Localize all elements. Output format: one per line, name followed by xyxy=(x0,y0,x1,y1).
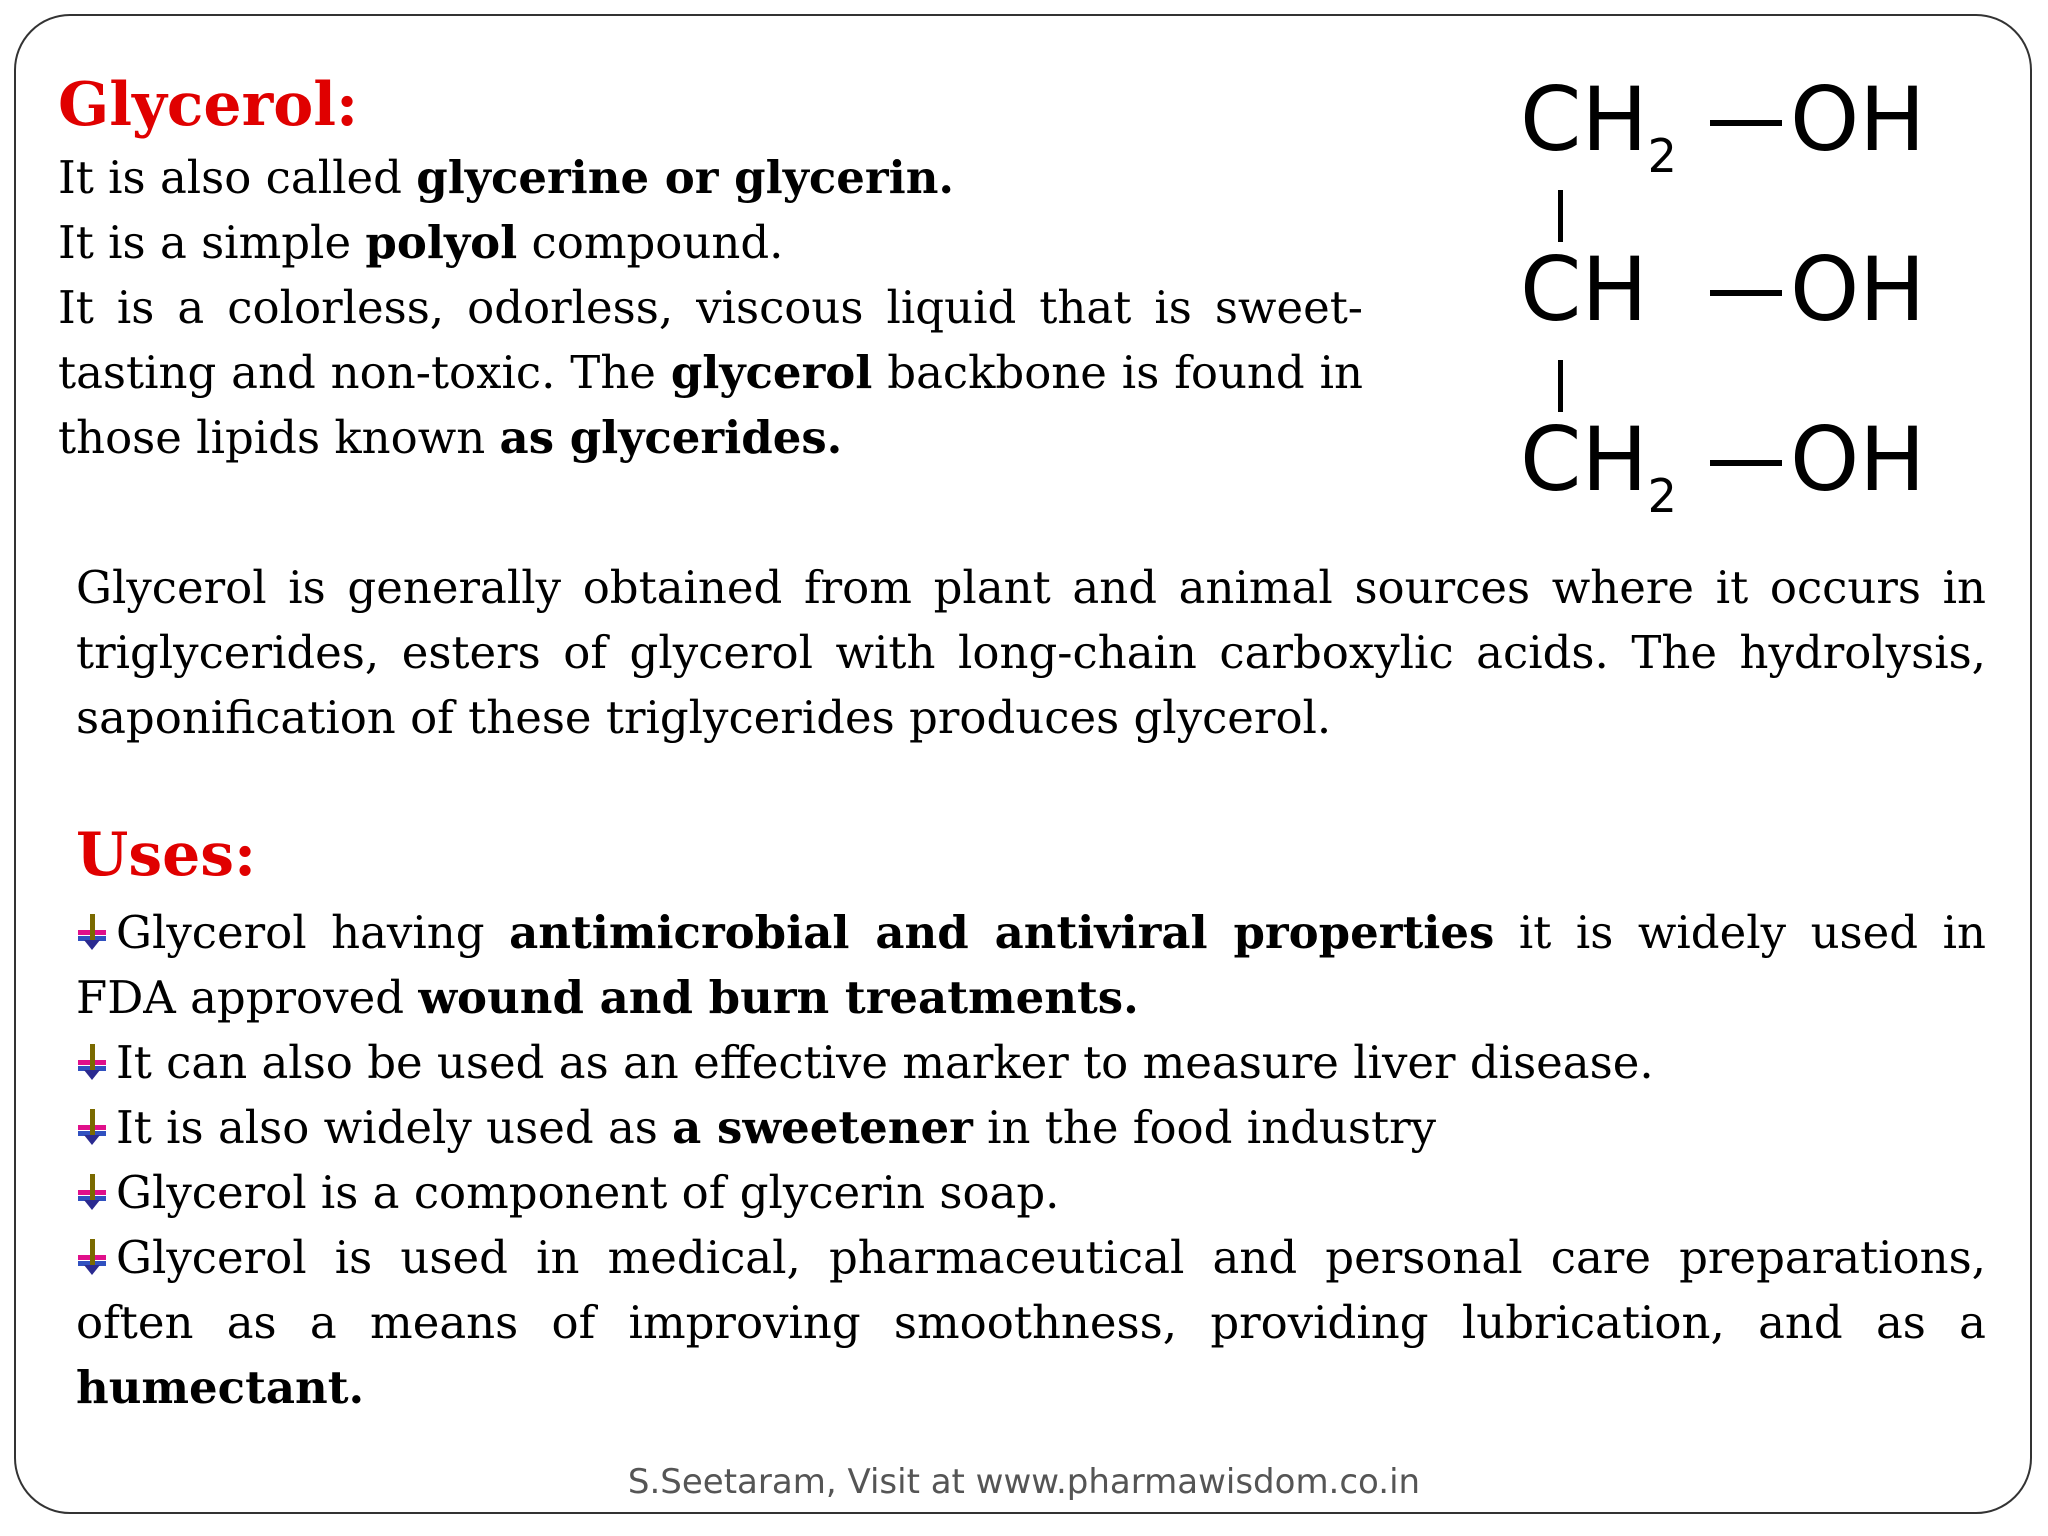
glycerol-structural-formula xyxy=(1520,68,1960,523)
formula-oh-3: OH xyxy=(1790,408,1926,511)
use-item-2: It can also be used as an effective marker to measure liver disease. xyxy=(76,1030,1986,1095)
formula-oh-2: OH xyxy=(1790,238,1926,341)
bond-dash-2 xyxy=(1710,290,1782,296)
formula-group-ch2-bottom: $CH_2$ xyxy=(1520,408,1677,523)
bond-dash-3 xyxy=(1710,460,1782,466)
arrow-bullet-icon xyxy=(76,1172,108,1212)
intro-line-3: It is a colorless, odorless, viscous liquid that is sweet-tasting and non-toxic. The glycerol backbone is found in those lipids known as glycerides. xyxy=(58,281,1363,464)
use-item-3: It is also widely used as a sweetener in the food industry xyxy=(76,1095,1986,1160)
use-item-4: Glycerol is a component of glycerin soap. xyxy=(76,1160,1986,1225)
bond-line-1 xyxy=(1558,190,1563,242)
formula-group-ch: CH xyxy=(1520,238,1648,341)
arrow-bullet-icon xyxy=(76,1042,108,1082)
use-item-5: Glycerol is used in medical, pharmaceutical and personal care preparations, often as a means of improving smoothness, providing lubrication, and as a humectant. xyxy=(76,1231,1986,1414)
page-title: Glycerol: xyxy=(58,70,359,140)
bond-dash-1 xyxy=(1710,120,1782,126)
bond-line-2 xyxy=(1558,360,1563,412)
intro-line-2: It is a simple polyol compound. xyxy=(58,216,784,269)
intro-text xyxy=(58,145,1363,470)
formula-group-ch2-top: $CH_2$ xyxy=(1520,68,1677,183)
uses-list xyxy=(76,900,1986,1420)
footer-credit: S.Seetaram, Visit at www.pharmawisdom.co.in xyxy=(627,1462,1421,1502)
sources-paragraph: Glycerol is generally obtained from plant and animal sources where it occurs in triglycerides, esters of glycerol with long-chain carboxylic acids. The hydrolysis, saponification of these triglycerides produces glycerol. xyxy=(76,561,1986,744)
arrow-bullet-icon xyxy=(76,1237,108,1277)
uses-heading: Uses: xyxy=(76,820,257,890)
intro-line-1: It is also called glycerine or glycerin. xyxy=(58,151,955,204)
arrow-bullet-icon xyxy=(76,912,108,952)
arrow-bullet-icon xyxy=(76,1107,108,1147)
formula-oh-1: OH xyxy=(1790,68,1926,171)
use-item-1: Glycerol having antimicrobial and antiviral properties it is widely used in FDA approved wound and burn treatments. xyxy=(76,906,1986,1024)
